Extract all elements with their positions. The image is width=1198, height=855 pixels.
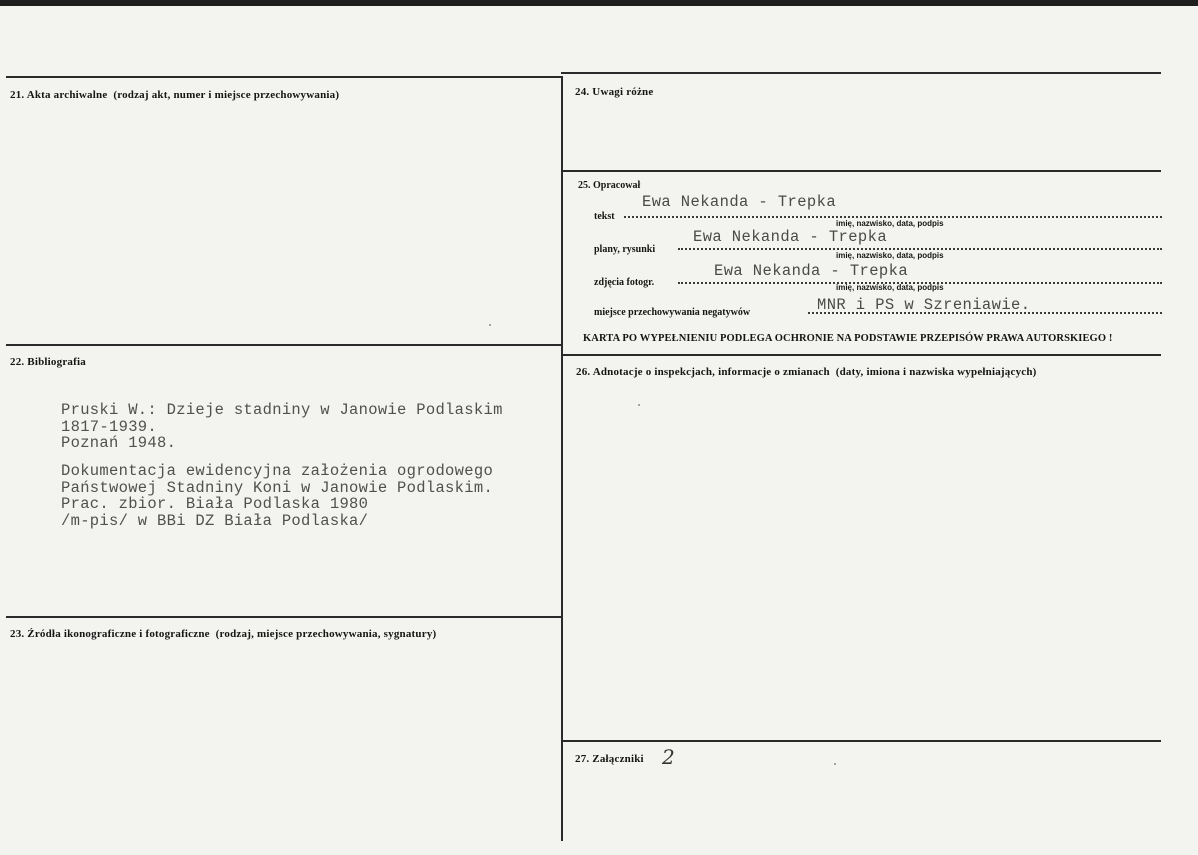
rule-top-right — [561, 72, 1161, 74]
rule-24-25 — [561, 170, 1161, 172]
tekst-author-value: Ewa Nekanda - Trepka — [642, 193, 837, 211]
paper-speck — [638, 404, 640, 406]
bibliography-entry-1: Pruski W.: Dzieje stadniny w Janowie Podlaskim 1817-1939. Poznań 1948. — [61, 401, 503, 452]
zdjecia-label: zdjęcia fotogr. — [594, 277, 655, 288]
tekst-caption: imię, nazwisko, data, podpis — [836, 219, 944, 228]
tekst-label: tekst — [594, 211, 615, 222]
section-23-heading — [10, 628, 436, 640]
plany-caption: imię, nazwisko, data, podpis — [836, 251, 944, 260]
bibliography-entry-2: Dokumentacja ewidencyjna założenia ogrodowego Państwowej Stadniny Koni w Janowie Podlaskim. Prac. zbior. Biała Podlaska 1980 /m-pis/ w BBi DZ Biała Podlaska/ — [61, 462, 494, 530]
negatywy-value: MNR i PS w Szreniawie. — [817, 296, 1031, 314]
negatywy-dotted-line — [808, 312, 1162, 314]
section-26-note: (daty, imiona i nazwiska wypełniających) — [835, 366, 1037, 378]
center-divider — [561, 76, 563, 841]
rule-25-26 — [561, 354, 1161, 356]
section-21-heading — [10, 89, 339, 101]
tekst-dotted-line — [624, 216, 1162, 218]
section-21-note: (rodzaj akt, numer i miejsce przechowywania) — [113, 89, 340, 101]
paper-speck — [489, 324, 491, 326]
rule-26-27 — [561, 740, 1161, 742]
zdjecia-author-value: Ewa Nekanda - Trepka — [714, 262, 909, 280]
section-26-heading — [576, 366, 1037, 378]
section-23-note: (rodzaj, miejsce przechowywania, sygnatury) — [215, 628, 437, 640]
section-27-label: 27. Załączniki — [575, 753, 644, 765]
section-26-label: 26. Adnotacje o inspekcjach, informacje o zmianach — [576, 366, 830, 378]
section-25-label: 25. Opracował — [578, 180, 641, 191]
plany-author-value: Ewa Nekanda - Trepka — [693, 228, 888, 246]
rule-top-left — [6, 76, 561, 78]
zdjecia-caption: imię, nazwisko, data, podpis — [836, 283, 944, 292]
plany-label: plany, rysunki — [594, 244, 656, 255]
rule-21-22 — [6, 344, 561, 346]
rule-22-23 — [6, 616, 561, 618]
plany-dotted-line — [678, 248, 1162, 250]
negatywy-label: miejsce przechowywania negatywów — [594, 307, 751, 318]
top-edge-shadow — [0, 0, 1198, 6]
section-24-label: 24. Uwagi różne — [575, 86, 654, 98]
section-22-label: 22. Bibliografia — [10, 356, 86, 368]
section-23-label: 23. Źródła ikonograficzne i fotograficzne — [10, 628, 210, 640]
copyright-notice: KARTA PO WYPEŁNIENIU PODLEGA OCHRONIE NA PODSTAWIE PRZEPISÓW PRAWA AUTORSKIEGO ! — [583, 333, 1113, 344]
section-21-label: 21. Akta archiwalne — [10, 89, 108, 101]
attachments-count: 2 — [662, 745, 675, 769]
paper-speck — [834, 763, 836, 765]
